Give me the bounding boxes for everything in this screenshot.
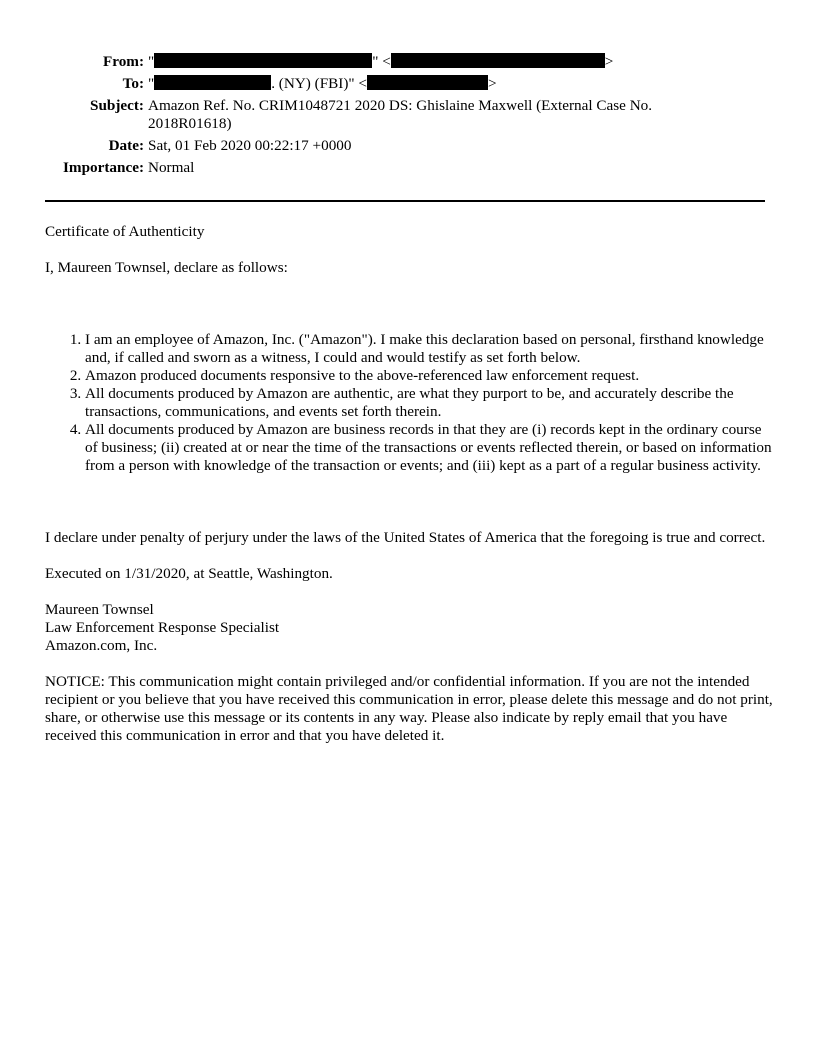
to-label: To: bbox=[122, 75, 144, 92]
from-email-redaction bbox=[391, 53, 605, 68]
to-row bbox=[0, 75, 816, 97]
executed-statement: Executed on 1/31/2020, at Seattle, Washington. bbox=[45, 565, 333, 582]
date-value: Sat, 01 Feb 2020 00:22:17 +0000 bbox=[148, 137, 352, 154]
date-label: Date: bbox=[108, 137, 144, 154]
from-after-name: " < bbox=[372, 53, 391, 70]
to-name-redaction bbox=[154, 75, 271, 90]
to-value bbox=[148, 75, 688, 93]
subject-value: Amazon Ref. No. CRIM1048721 2020 DS: Ghislaine Maxwell (External Case No. 2018R01618) bbox=[148, 97, 653, 132]
from-label: From: bbox=[102, 53, 144, 70]
to-close: > bbox=[487, 75, 497, 92]
to-email-redaction bbox=[367, 75, 488, 90]
signature-block bbox=[45, 601, 773, 655]
penalty-statement: I declare under penalty of perjury under the laws of the United States of America that the foregoing is true and correct. bbox=[45, 529, 766, 546]
to-open-quote: " bbox=[148, 75, 155, 92]
date-row bbox=[0, 137, 816, 159]
subject-row bbox=[0, 97, 816, 137]
from-value bbox=[148, 53, 688, 71]
declaration-item: 4. All documents produced by Amazon are business records in that they are (i) records kept in the ordinary course of business; (ii) created at or near the time of the transactions or events reflected therein, or based on information from a person with knowledge of the transaction or events; and (iii) kept as a part of a regular business activity. bbox=[85, 421, 773, 475]
header-divider bbox=[45, 200, 765, 202]
confidentiality-notice: NOTICE: This communication might contain privileged and/or confidential information. If you are not the intended recipient or you believe that you have received this communication in error, please delete this message and do not print, share, or otherwise use this message or its contents in any way. Please also indicate by reply email that you have received this communication in error and that you have deleted it. bbox=[45, 673, 773, 744]
from-close: > bbox=[604, 53, 614, 70]
certificate-title: Certificate of Authenticity bbox=[45, 223, 205, 240]
signature-company: Amazon.com, Inc. bbox=[45, 637, 158, 654]
from-name-redaction bbox=[154, 53, 372, 68]
declaration-item: 3. All documents produced by Amazon are authentic, are what they purport to be, and accurately describe the transactions, communications, and events set forth therein. bbox=[85, 385, 773, 421]
declaration-item: 2. Amazon produced documents responsive to the above-referenced law enforcement request. bbox=[85, 367, 773, 385]
to-after-name: . (NY) (FBI)" < bbox=[271, 75, 367, 92]
importance-value: Normal bbox=[148, 159, 195, 176]
declare-intro: I, Maureen Townsel, declare as follows: bbox=[45, 259, 288, 276]
signature-title: Law Enforcement Response Specialist bbox=[45, 619, 280, 636]
email-header bbox=[0, 53, 816, 181]
from-row bbox=[0, 53, 816, 75]
declarations-list bbox=[45, 331, 773, 475]
importance-row bbox=[0, 159, 816, 181]
subject-label: Subject: bbox=[90, 97, 144, 114]
declaration-item: 1. I am an employee of Amazon, Inc. ("Amazon"). I make this declaration based on personal, firsthand knowledge and, if called and sworn as a witness, I could and would testify as set forth below. bbox=[85, 331, 773, 367]
email-body bbox=[45, 223, 773, 745]
from-open-quote: " bbox=[148, 53, 155, 70]
importance-label: Importance: bbox=[63, 159, 144, 176]
signature-name: Maureen Townsel bbox=[45, 601, 154, 618]
